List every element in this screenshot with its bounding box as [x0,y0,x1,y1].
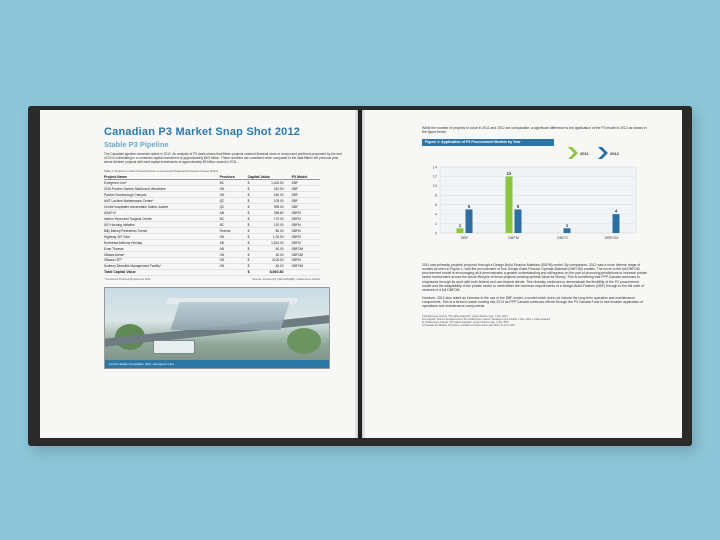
currency: $ [248,234,254,240]
data-label: 1 [565,222,569,228]
capital-value: 995.00 [254,204,292,210]
y-tick-label: 14 [432,163,437,169]
p3-model: DBF [292,192,320,198]
project-name: Northeast Anthony Henday [104,240,220,246]
project-name: Sudbury Biosolids Management Facility* [104,263,220,269]
legend-2012: 2012 [610,150,619,156]
col-header-model: P3 Model [292,175,320,180]
project-name: AMT Lachine Maintenance Centre* [104,198,220,204]
currency: $ [248,216,254,222]
right-page [362,110,682,438]
bar-2012-dbfo [564,228,571,233]
total-label: Total Capital Value [104,269,220,275]
p3-model: DBFM [292,258,320,264]
capital-value: 45.00 [254,263,292,269]
y-tick-label: 6 [434,201,437,207]
book-gutter [354,110,366,438]
project-name: Centre hospitalier universitaire Sainte-Justine [104,204,220,210]
chevron-2011-icon [568,147,578,159]
x-tick-label: DBFO [557,235,568,240]
y-tick-label: 8 [434,192,437,198]
currency: $ [248,204,254,210]
photo-station-building [170,302,289,330]
province: ON [220,263,248,269]
capital-value: 105.00 [254,198,292,204]
total-row [104,269,320,275]
footnote: 9 Infrastructure Journal, "P3 market snapshot", project finance mag., 3 Jan. 2013 [422,314,508,318]
currency: $ [248,210,254,216]
col-header-capital: Capital Value [248,175,292,180]
p3-model: DBFOM [292,246,320,252]
photo-bus [153,340,195,354]
project-name: Ottawa Arena* [104,252,220,258]
p3-model: DBFM [292,240,320,246]
capital-value: 160.00 [254,192,292,198]
table-note-sources: Sources: Invesio.com, PartnershipsBC, Infrastructure Ontario [252,277,320,281]
photo-caption: Lincoln Station (Coquitlam, BC) - Evergreen Line [105,360,330,368]
p3-model: DBFM [292,216,320,222]
capital-value: 30.00 [254,252,292,258]
p3-model: DBFM [292,234,320,240]
project-name: Ottawa LRT* [104,258,220,264]
table-caption: Table 2: Projects to reach Financial Close or announced Preferred Proponent Closed (2012) [104,168,218,173]
currency: $ [248,222,254,228]
bar-2011-dbfm [506,176,513,233]
province: ON [220,258,248,264]
footnote: 12 Canada: the Ministry of Finance, Canada's economic action plan 2013, 21 Feb. 2013 [422,324,515,328]
capital-value: 288.80 [254,210,292,216]
bar-2012-dbf [466,209,473,233]
y-tick-label: 4 [434,211,437,217]
figure-title: Figure 1: Application of P3 Procurement Models by Year [422,139,554,146]
section-subtitle: Stable P3 Pipeline [104,140,169,149]
footnote: 10 Longpath. "Recent developments in the infrastructure market" message to ppp canada. 1 Dec. 2012. e-mail newsletter [422,317,551,321]
data-label: 5 [516,203,520,209]
footnote: 11 Infrastructure Journal, "P3 market snapshot", project finance mag., 3 Jan. 2013 [422,320,509,324]
station-photo [104,287,330,369]
capital-value: 2100.00 [254,258,292,264]
projects-table [104,175,320,276]
project-name: ASAP III [104,210,220,216]
p3-model: DBF [292,204,320,210]
project-name: 2015 PanAm Games Stadia and Velodrome [104,186,220,192]
p3-model: DBFOM [292,263,320,269]
left-page [40,110,358,438]
currency: $ [248,263,254,269]
currency: $ [248,192,254,198]
p3-model: DBFM [292,210,320,216]
legend-2011: 2011 [580,150,589,156]
currency: $ [248,180,254,186]
photo-tree [287,328,321,354]
body-paragraph-2: However, 2012 also noted an increase in the use of the DBF model, a model which does not include the long-term operation and maintenance components. This is a trend to watch moving into 2013 as PPP Canada continues efforts through the P3 Canada Fund to see broader application of operations and maintenance components. [422,295,644,309]
province: BC [220,180,248,186]
province: ON [220,252,248,258]
capital-value: 60.00 [254,246,292,252]
capital-value: 170.00 [254,216,292,222]
x-tick-label: DBFOM [604,235,619,240]
province: QC [220,198,248,204]
body-paragraph-1: 2011 saw primarily projects procured through a Design-Build-Finance-Maintain (DBFM) model. By comparison, 2012 saw a more diverse range of models as seen in Figure 1, with the procurement of four Design-Build-Finance-Operate-Maintain (DBFOM) models. The move to the full DBFOM procurement model is encouraging as it demonstrates a greater understanding and willingness on the part of procuring jurisdictions to increase private sector involvement across the whole lifecycle of these projects creating optimal Value for Money. This is something that PPP Canada continues to emphasize through its work with both federal and non-federal clients. This diversity continues to demonstrate the flexibility of the P3 procurement model and the adaptability of the private sector to meet either the minimum requirements of a Design-Build-Finance (DBF) through to the full suite of services of a full DBFOM. [422,262,648,293]
p3-model: DBFOM [292,252,320,258]
currency: $ [248,186,254,192]
capital-value: 1,00.00 [254,234,292,240]
project-name: Highway 407 East [104,234,220,240]
currency: $ [248,252,254,258]
bar-chart [422,151,648,255]
province: ON [220,234,248,240]
table-notes [104,278,320,281]
currency: $ [248,246,254,252]
footnotes [422,315,648,328]
capital-value: 80.00 [254,228,292,234]
total-currency: $ [248,269,254,275]
project-name: Billy Bishop Pedestrian Tunnel [104,228,220,234]
x-tick-label: DBFM [508,235,519,240]
bar-2011-dbf [457,228,464,233]
p3-model: DBF [292,186,320,192]
capital-value: 1,400.00 [254,180,292,186]
data-label: 5 [467,203,471,209]
currency: $ [248,240,254,246]
total-value: 8,560.80 [254,269,292,275]
p3-model: DBFM [292,222,320,228]
x-tick-label: DBF [460,235,469,240]
province: QC [220,204,248,210]
project-name: SIO Housing Initiative [104,222,220,228]
figure-1 [422,139,648,257]
province: ON [220,192,248,198]
province: BC [220,222,248,228]
right-page-content [422,126,648,327]
province: Federal [220,228,248,234]
intro-paragraph: The Canadian pipeline remained stable in 2012. An analysis of P3 deals shows that fifteen projects reached financial close or announced preferred proponent by the end of 2012 culminating in a combined capital investment of approximately $8.5 billion. These numbers are consistent when compared to the data fifteen the previous year, where thirteen projects with total capital investments of approximately $9 billion closed in 2011. [104,152,342,165]
province: AB [220,210,248,216]
capital-value: 210.00 [254,186,292,192]
capital-value: 1,810.00 [254,240,292,246]
currency: $ [248,228,254,234]
y-tick-label: 10 [432,182,437,188]
currency: $ [248,198,254,204]
data-label: 12 [506,170,512,176]
province: AB [220,246,248,252]
y-tick-label: 2 [434,220,437,226]
province: ON [220,186,248,192]
project-name: Evergreen Line* [104,180,220,186]
province: BC [220,216,248,222]
figure-intro: While the number of projects to close in 2011 and 2012 are comparable, a significant difference is the application of the P3 model in 2012 as shown in the figure below. [422,126,647,135]
p3-model: DBF [292,198,320,204]
province: AB [220,240,248,246]
project-name: Evan Thomas [104,246,220,252]
p3-model: DBFM [292,228,320,234]
col-header-province: Province [220,175,248,180]
col-header-project: Project Name [104,175,220,180]
capital-value: 120.00 [254,222,292,228]
chevron-2012-icon [598,147,608,159]
data-label: 1 [458,222,462,228]
table-note-left: * Announced Preferred Proponent in 2012 [104,277,151,281]
project-name: PanAm Scarborough Campus [104,192,220,198]
projects-table-body [104,180,320,270]
bar-2012-dbfom [613,214,620,233]
left-page-content [104,126,344,369]
p3-model: DBF [292,180,320,186]
page-title: Canadian P3 Market Snap Shot 2012 [104,126,301,138]
y-tick-label: 12 [432,173,437,179]
project-name: Interior Heart and Surgical Centre [104,216,220,222]
bar-2012-dbfm [515,209,522,233]
currency: $ [248,258,254,264]
y-tick-label: 0 [434,229,437,235]
data-label: 4 [614,208,618,214]
